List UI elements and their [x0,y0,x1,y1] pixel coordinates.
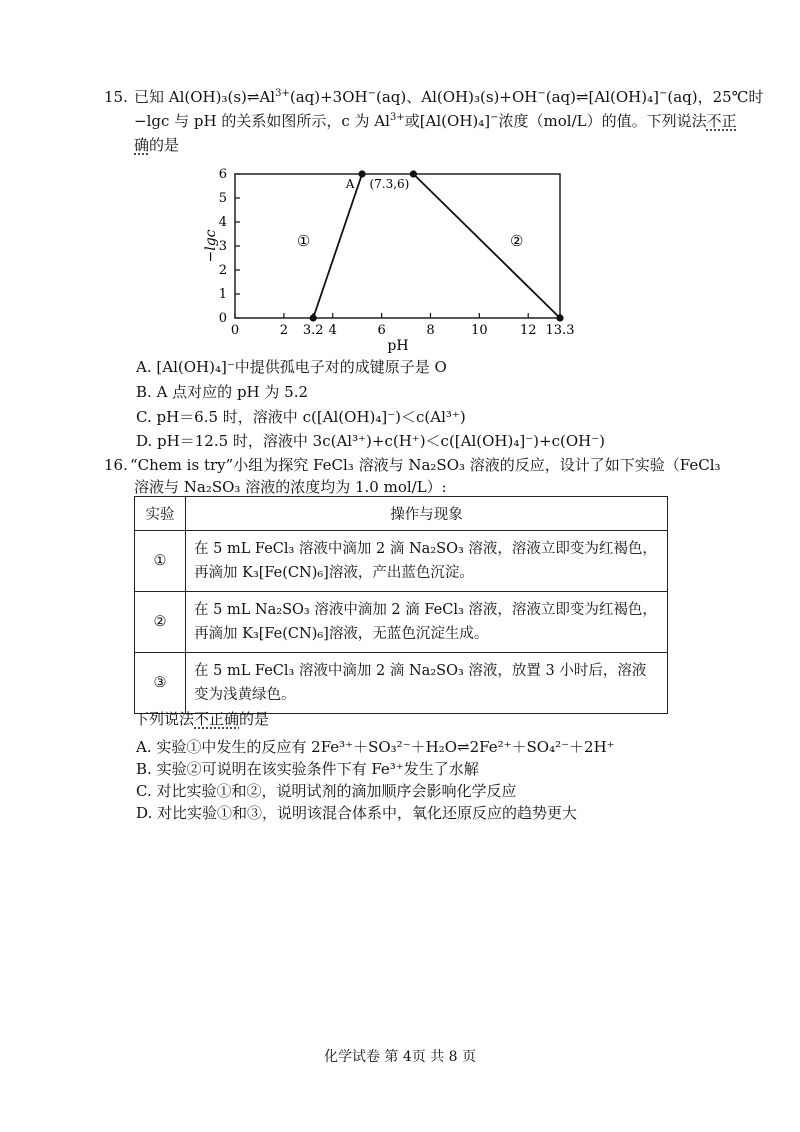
q15-option-a[interactable]: A. [Al(OH)₄]⁻中提供孤电子对的成键原子是 O [136,358,447,376]
question-number-16: 16. [104,456,128,474]
y-tick-label: 3 [218,239,227,254]
x-tick-label: 12 [519,323,537,338]
question-number-15: 15. [104,88,128,106]
table-row [135,653,668,714]
data-point [410,170,417,177]
experiment-number: ② [135,592,186,653]
x-tick-label: 10 [471,323,488,338]
data-point [556,314,563,321]
y-tick-label: 4 [218,215,227,230]
y-tick-label: 0 [218,311,227,326]
series-label: ① [296,232,311,250]
x-tick-label: 8 [426,323,435,338]
series-label: ② [509,232,524,250]
y-axis-ticks [219,167,240,326]
ph-lgc-chart [190,160,590,360]
series-line-1 [313,174,362,318]
x-tick-label: 3.2 [302,323,324,338]
x-axis-ticks [231,313,575,338]
chart-xlabel: pH [387,338,409,354]
table-header-operation: 操作与现象 [186,497,668,531]
x-tick-label: 0 [230,323,240,338]
q15-stem-line3: 确的是 [134,136,180,154]
q16-stem-line2: 溶液与 Na₂SO₃ 溶液的浓度均为 1.0 mol/L）: [134,478,447,496]
series-line-2 [413,174,560,318]
table-header-row [135,497,668,531]
chart-ylabel: −lgc [203,229,219,263]
q15-stem-line1: 已知 $Al(OH)_3(s)\rightleftharpoons Al^{3+}(aq)+3OH^-(aq)$、Al(OH)₃(s)+OH−(aq)⇌[Al(OH)₄]−(aq)，25℃时 [134,88,764,106]
x-tick-label: 13.3 [545,323,575,338]
q16-option-d[interactable]: D. 对比实验①和③，说明该混合体系中，氧化还原反应的趋势更大 [136,804,578,822]
point-label: (7.3,6) [369,177,410,191]
q15-option-c[interactable]: C. pH＝6.5 时，溶液中 c([Al(OH)₄]⁻)＜c(Al³⁺) [136,408,466,426]
data-point [310,314,317,321]
point-label: A [345,177,355,191]
x-tick-label: 2 [279,323,289,338]
q16-question: 下列说法不正确的是 [134,710,270,728]
q15-stem-line2: −lgc 与 pH 的关系如图所示，c 为 $Al^{3+}$或[Al(OH)₄]−浓度（mol/L）的值。下列说法不正 [134,112,737,130]
q16-option-b[interactable]: B. 实验②可说明在该实验条件下有 Fe³⁺发生了水解 [136,760,479,778]
y-tick-label: 1 [218,287,227,302]
x-tick-label: 4 [328,323,337,338]
q16-option-c[interactable]: C. 对比实验①和②，说明试剂的滴加顺序会影响化学反应 [136,782,517,800]
table-header-experiment: 实验 [135,497,186,531]
experiment-number: ① [135,531,186,592]
q15-option-d[interactable]: D. pH＝12.5 时，溶液中 3c(Al³⁺)+c(H⁺)＜c([Al(OH)₄]⁻)+c(OH⁻) [136,432,605,450]
y-tick-label: 5 [218,191,227,206]
experiment-description: 在 5 mL FeCl₃ 溶液中滴加 2 滴 Na₂SO₃ 溶液，溶液立即变为红褐色，再滴加 K₃[Fe(CN)₆]溶液，产出蓝色沉淀。 [186,531,668,592]
y-tick-label: 2 [218,263,227,278]
q15-option-b[interactable]: B. A 点对应的 pH 为 5.2 [136,383,309,401]
q16-option-a[interactable]: A. 实验①中发生的反应有 2Fe³⁺＋SO₃²⁻＋H₂O⇌2Fe²⁺＋SO₄²⁻＋2H⁺ [136,738,615,756]
data-point [358,170,365,177]
chart-series [297,174,560,318]
x-tick-label: 6 [377,323,386,338]
chart-points [310,170,564,321]
experiment-table [134,496,668,714]
table-row [135,592,668,653]
experiment-description: 在 5 mL FeCl₃ 溶液中滴加 2 滴 Na₂SO₃ 溶液，放置 3 小时后，溶液变为浅黄绿色。 [186,653,668,714]
table-row [135,531,668,592]
experiment-number: ③ [135,653,186,714]
experiment-description: 在 5 mL Na₂SO₃ 溶液中滴加 2 滴 FeCl₃ 溶液，溶液立即变为红褐色，再滴加 K₃[Fe(CN)₆]溶液，无蓝色沉淀生成。 [186,592,668,653]
page-footer: 化学试卷 第 4页 共 8 页 [323,1049,477,1065]
q16-stem-line1: “Chem is try”小组为探究 FeCl₃ 溶液与 Na₂SO₃ 溶液的反应，设计了如下实验（FeCl₃ [130,456,721,474]
y-tick-label: 6 [218,167,227,182]
